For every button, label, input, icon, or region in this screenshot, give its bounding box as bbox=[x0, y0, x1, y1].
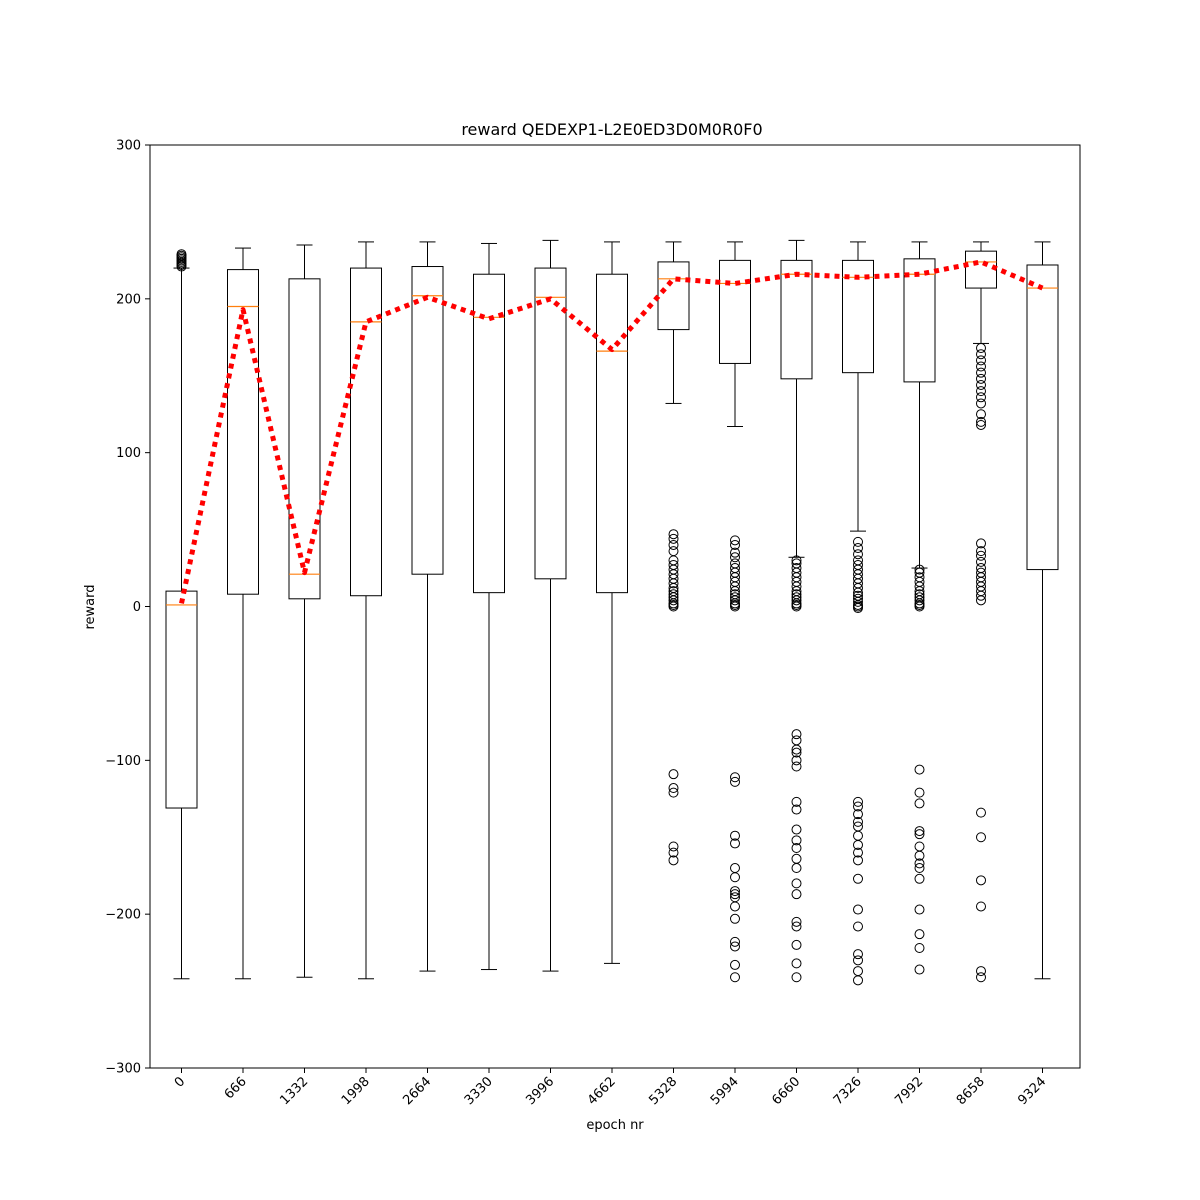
x-tick-label: 7992 bbox=[892, 1074, 927, 1109]
x-tick-label: 5328 bbox=[646, 1074, 681, 1109]
y-tick-label: −100 bbox=[105, 753, 141, 769]
x-tick-label: 7326 bbox=[830, 1074, 865, 1109]
x-tick-label: 4662 bbox=[584, 1074, 619, 1109]
y-tick-label: −200 bbox=[105, 907, 141, 923]
x-tick-label: 1332 bbox=[277, 1074, 312, 1109]
y-tick-label: 200 bbox=[116, 292, 141, 308]
y-axis-label: reward bbox=[83, 584, 98, 630]
x-tick-label: 8658 bbox=[953, 1074, 988, 1109]
x-tick-label: 9324 bbox=[1015, 1074, 1050, 1109]
x-tick-label: 1998 bbox=[338, 1074, 373, 1109]
x-tick-label: 3330 bbox=[461, 1074, 496, 1109]
y-tick-label: 0 bbox=[132, 600, 141, 615]
chart-title: reward QEDEXP1-L2E0ED3D0M0R0F0 bbox=[461, 120, 763, 139]
y-tick-label: 300 bbox=[116, 138, 141, 154]
y-tick-label: 100 bbox=[116, 446, 141, 462]
x-tick-label: 666 bbox=[221, 1074, 250, 1103]
x-tick-label: 6660 bbox=[769, 1074, 804, 1109]
x-axis-label: epoch nr bbox=[586, 1118, 644, 1133]
x-tick-label: 0 bbox=[171, 1074, 189, 1091]
y-tick-label: −300 bbox=[105, 1061, 141, 1077]
x-tick-label: 3996 bbox=[523, 1074, 558, 1109]
x-tick-label: 2664 bbox=[400, 1074, 435, 1109]
x-tick-label: 5994 bbox=[707, 1074, 742, 1109]
